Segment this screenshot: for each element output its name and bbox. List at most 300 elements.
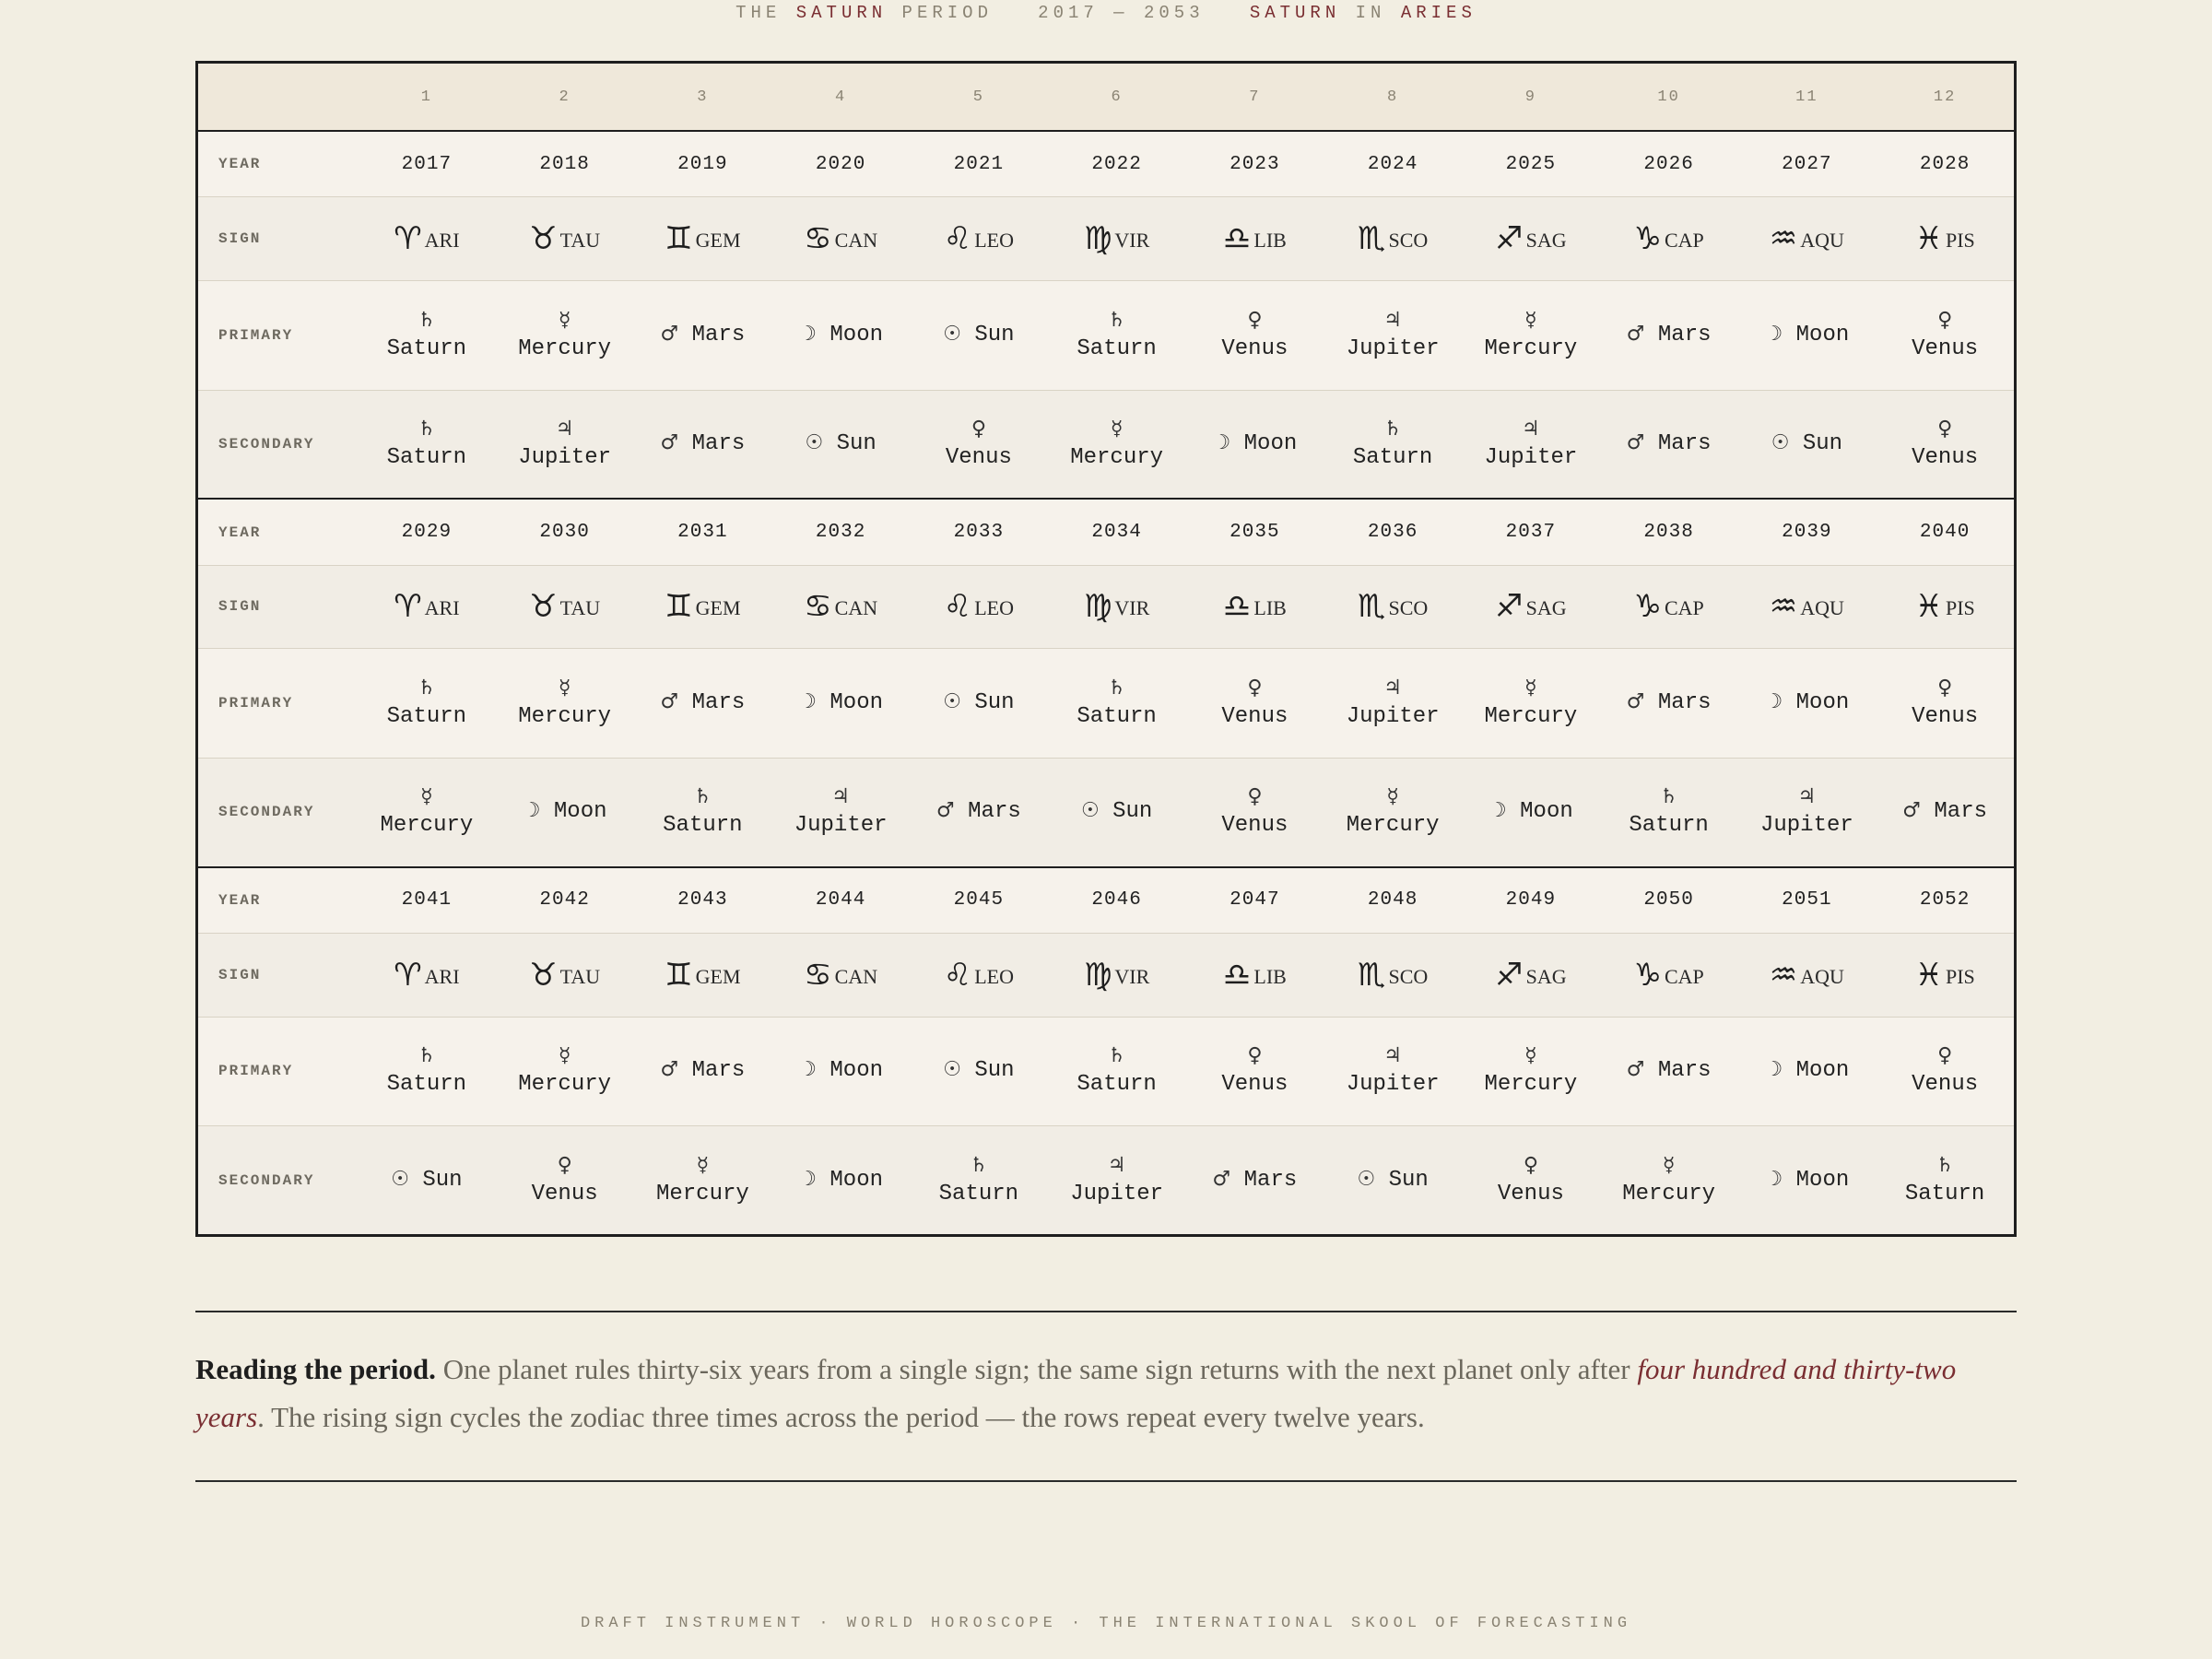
planet-entry bbox=[1462, 798, 1600, 826]
column-number: 4 bbox=[771, 64, 910, 131]
year-cell: 2035 bbox=[1186, 499, 1324, 565]
secondary-cell bbox=[1462, 758, 1600, 866]
sign-cell bbox=[1462, 565, 1600, 649]
sign-abbr: TAU bbox=[559, 229, 601, 253]
primary-cell bbox=[1186, 1017, 1324, 1126]
planet-entry bbox=[634, 1057, 772, 1085]
primary-cell bbox=[1186, 649, 1324, 759]
divider-bottom bbox=[195, 1480, 2017, 1482]
planet-entry bbox=[1048, 308, 1186, 363]
column-number: 8 bbox=[1324, 64, 1462, 131]
planet-name: Saturn bbox=[1077, 335, 1157, 361]
planet-name: Saturn bbox=[386, 1072, 467, 1098]
virgo-icon: ♍ bbox=[1083, 956, 1112, 994]
row-label-year: YEAR bbox=[198, 867, 358, 934]
venus-icon: ♀ bbox=[1247, 1044, 1263, 1068]
column-number: 9 bbox=[1462, 64, 1600, 131]
year-cell: 2033 bbox=[910, 499, 1048, 565]
header-saturn: SATURN bbox=[795, 3, 888, 23]
planet-entry bbox=[910, 798, 1048, 826]
planet-name: Sun bbox=[974, 1058, 1015, 1084]
sign-cell bbox=[358, 565, 496, 649]
saturn-icon: ♄ bbox=[1107, 677, 1126, 700]
mercury-icon: ☿ bbox=[1662, 1153, 1676, 1177]
column-number: 5 bbox=[910, 64, 1048, 131]
row-label-sign: SIGN bbox=[198, 197, 358, 281]
sign-abbr: SAG bbox=[1525, 964, 1567, 988]
sign-cell bbox=[1738, 934, 1877, 1018]
year-cell: 2043 bbox=[634, 867, 772, 934]
sign-abbr: LIB bbox=[1253, 596, 1287, 620]
sign-cell bbox=[1186, 565, 1324, 649]
year-row bbox=[198, 499, 2014, 565]
planet-entry bbox=[634, 1153, 772, 1208]
sign-abbr: VIR bbox=[1114, 229, 1150, 253]
planet-entry bbox=[358, 784, 496, 840]
venus-icon: ♀ bbox=[1937, 677, 1953, 700]
mercury-icon: ☿ bbox=[1386, 785, 1399, 809]
year-cell: 2032 bbox=[771, 499, 910, 565]
saturn-icon: ♄ bbox=[1659, 785, 1678, 809]
planet-entry bbox=[1462, 308, 1600, 363]
venus-icon: ♀ bbox=[1937, 1044, 1953, 1068]
sagittarius-icon: ♐ bbox=[1495, 956, 1524, 994]
sign-cell bbox=[1876, 565, 2014, 649]
saturn-icon: ♄ bbox=[418, 308, 436, 332]
planet-name: Jupiter bbox=[1346, 335, 1440, 361]
year-cell: 2050 bbox=[1600, 867, 1738, 934]
planet-name: Mars bbox=[968, 799, 1021, 825]
planet-name: Jupiter bbox=[1759, 813, 1853, 839]
year-cell: 2024 bbox=[1324, 131, 1462, 197]
mars-icon: ♂ bbox=[936, 799, 955, 823]
moon-icon: ☽ bbox=[798, 1167, 817, 1191]
planet-entry bbox=[1600, 784, 1738, 840]
year-cell: 2045 bbox=[910, 867, 1048, 934]
year-cell: 2030 bbox=[496, 499, 634, 565]
secondary-cell bbox=[496, 1126, 634, 1234]
sign-cell bbox=[1048, 934, 1186, 1018]
planet-entry bbox=[634, 322, 772, 349]
secondary-cell bbox=[358, 758, 496, 866]
year-cell: 2022 bbox=[1048, 131, 1186, 197]
sign-abbr: CAN bbox=[834, 596, 878, 620]
planet-name: Moon bbox=[830, 690, 883, 716]
planet-entry bbox=[1738, 1167, 1877, 1194]
sign-abbr: GEM bbox=[695, 964, 741, 988]
planet-entry bbox=[496, 676, 634, 731]
planet-entry bbox=[634, 430, 772, 458]
moon-icon: ☽ bbox=[1764, 1058, 1783, 1082]
planet-name: Venus bbox=[1912, 1072, 1979, 1098]
primary-cell bbox=[1324, 280, 1462, 390]
planet-name: Saturn bbox=[663, 813, 743, 839]
sign-cell bbox=[1600, 197, 1738, 281]
saturn-icon: ♄ bbox=[1936, 1153, 1954, 1177]
sun-icon: ☉ bbox=[943, 322, 961, 346]
sign-abbr: LEO bbox=[974, 229, 1014, 253]
row-label-sign: SIGN bbox=[198, 934, 358, 1018]
secondary-cell bbox=[496, 390, 634, 499]
planet-entry bbox=[910, 1153, 1048, 1208]
planet-name: Jupiter bbox=[1346, 1072, 1440, 1098]
planet-name: Venus bbox=[1497, 1181, 1564, 1206]
column-number: 6 bbox=[1048, 64, 1186, 131]
planet-name: Sun bbox=[422, 1167, 463, 1193]
row-label-sign: SIGN bbox=[198, 565, 358, 649]
planet-name: Saturn bbox=[1077, 704, 1157, 730]
planet-name: Jupiter bbox=[1484, 444, 1578, 470]
mercury-icon: ☿ bbox=[558, 677, 571, 700]
planet-name: Moon bbox=[1520, 799, 1573, 825]
secondary-cell bbox=[910, 1126, 1048, 1234]
sign-abbr: ARI bbox=[424, 229, 460, 253]
sign-cell bbox=[1876, 197, 2014, 281]
year-cell: 2027 bbox=[1738, 131, 1877, 197]
primary-cell bbox=[1186, 280, 1324, 390]
planet-entry bbox=[634, 784, 772, 840]
primary-cell bbox=[1600, 649, 1738, 759]
planet-entry bbox=[358, 676, 496, 731]
sign-abbr: LIB bbox=[1253, 964, 1287, 988]
primary-cell bbox=[1738, 649, 1877, 759]
planet-name: Saturn bbox=[1077, 1072, 1157, 1098]
jupiter-icon: ♃ bbox=[1797, 785, 1817, 809]
sign-cell bbox=[771, 565, 910, 649]
saturn-icon: ♄ bbox=[693, 785, 712, 809]
planet-name: Mars bbox=[1657, 1058, 1712, 1084]
sign-abbr: CAN bbox=[834, 229, 878, 253]
planet-entry bbox=[1876, 676, 2014, 731]
sign-abbr: LIB bbox=[1253, 229, 1287, 253]
sign-cell bbox=[771, 197, 910, 281]
secondary-cell bbox=[1186, 390, 1324, 499]
pisces-icon: ♓ bbox=[1914, 956, 1943, 994]
planet-name: Mercury bbox=[1484, 704, 1578, 730]
sign-row bbox=[198, 197, 2014, 281]
planet-name: Moon bbox=[830, 1058, 883, 1084]
planet-entry bbox=[1324, 676, 1462, 731]
sign-cell bbox=[634, 934, 772, 1018]
aries-icon: ♈ bbox=[394, 220, 422, 258]
secondary-cell bbox=[634, 390, 772, 499]
primary-cell bbox=[634, 649, 772, 759]
leo-icon: ♌ bbox=[943, 956, 972, 994]
sign-abbr: CAN bbox=[834, 964, 878, 988]
saturn-icon: ♄ bbox=[1383, 417, 1402, 441]
row-label-primary: PRIMARY bbox=[198, 280, 358, 390]
column-number: 3 bbox=[634, 64, 772, 131]
sign-cell bbox=[1324, 934, 1462, 1018]
secondary-cell bbox=[1738, 1126, 1877, 1234]
year-cell: 2049 bbox=[1462, 867, 1600, 934]
planet-name: Saturn bbox=[386, 704, 467, 730]
sign-cell bbox=[910, 197, 1048, 281]
planet-entry bbox=[1462, 417, 1600, 472]
year-row bbox=[198, 867, 2014, 934]
sign-abbr: CAP bbox=[1664, 596, 1704, 620]
sign-abbr: AQU bbox=[1800, 964, 1844, 988]
column-number: 12 bbox=[1876, 64, 2014, 131]
secondary-cell bbox=[1600, 1126, 1738, 1234]
planet-entry bbox=[1738, 322, 1877, 349]
planet-entry bbox=[1048, 1153, 1186, 1208]
planet-entry bbox=[358, 1043, 496, 1099]
year-cell: 2021 bbox=[910, 131, 1048, 197]
planet-name: Jupiter bbox=[794, 813, 888, 839]
primary-row bbox=[198, 649, 2014, 759]
mars-icon: ♂ bbox=[1626, 1058, 1645, 1082]
planet-entry bbox=[496, 798, 634, 826]
note-text: One planet rules thirty-six years from a single sign; the same sign returns with the next planet only after bbox=[435, 1353, 1638, 1385]
sign-cell bbox=[1048, 565, 1186, 649]
divider-top bbox=[195, 1311, 2017, 1312]
primary-cell bbox=[1738, 1017, 1877, 1126]
primary-cell bbox=[1876, 280, 2014, 390]
planet-entry bbox=[496, 1153, 634, 1208]
row-label-year: YEAR bbox=[198, 131, 358, 197]
planet-name: Mars bbox=[1657, 690, 1712, 716]
planet-entry bbox=[1876, 1153, 2014, 1208]
planet-entry bbox=[1738, 430, 1877, 458]
sign-abbr: GEM bbox=[695, 229, 741, 253]
planet-name: Saturn bbox=[386, 444, 467, 470]
year-cell: 2019 bbox=[634, 131, 772, 197]
cancer-icon: ♋ bbox=[804, 588, 832, 626]
planet-name: Jupiter bbox=[1346, 704, 1440, 730]
planet-name: Moon bbox=[830, 1167, 883, 1193]
planet-entry bbox=[771, 322, 910, 349]
sun-icon: ☉ bbox=[805, 430, 824, 454]
planet-entry bbox=[771, 1057, 910, 1085]
planet-entry bbox=[1600, 322, 1738, 349]
secondary-cell bbox=[1876, 1126, 2014, 1234]
year-cell: 2029 bbox=[358, 499, 496, 565]
year-cell: 2042 bbox=[496, 867, 634, 934]
planet-name: Mercury bbox=[518, 1072, 612, 1098]
sun-icon: ☉ bbox=[391, 1167, 409, 1191]
sign-abbr: TAU bbox=[559, 964, 601, 988]
venus-icon: ♀ bbox=[557, 1153, 572, 1177]
pisces-icon: ♓ bbox=[1914, 220, 1943, 258]
mars-icon: ♂ bbox=[1626, 430, 1645, 454]
secondary-cell bbox=[771, 758, 910, 866]
secondary-cell bbox=[1462, 1126, 1600, 1234]
jupiter-icon: ♃ bbox=[1522, 417, 1540, 441]
planet-entry bbox=[1876, 417, 2014, 472]
primary-cell bbox=[771, 280, 910, 390]
planet-entry bbox=[496, 308, 634, 363]
moon-icon: ☽ bbox=[1764, 1167, 1783, 1191]
planet-name: Mars bbox=[1934, 799, 1987, 825]
cancer-icon: ♋ bbox=[804, 220, 832, 258]
secondary-cell bbox=[1738, 390, 1877, 499]
planet-entry bbox=[1324, 1043, 1462, 1099]
planet-name: Moon bbox=[1795, 322, 1850, 347]
year-cell: 2048 bbox=[1324, 867, 1462, 934]
planet-entry bbox=[634, 689, 772, 717]
mercury-icon: ☿ bbox=[1524, 308, 1537, 332]
saturn-icon: ♄ bbox=[1107, 308, 1126, 332]
sign-abbr: SAG bbox=[1525, 596, 1567, 620]
planet-name: Jupiter bbox=[1070, 1181, 1164, 1206]
aquarius-icon: ♒ bbox=[1769, 588, 1798, 626]
planet-entry bbox=[910, 322, 1048, 349]
secondary-cell bbox=[1324, 1126, 1462, 1234]
secondary-cell bbox=[1462, 390, 1600, 499]
jupiter-icon: ♃ bbox=[1383, 1044, 1402, 1068]
secondary-cell bbox=[1600, 390, 1738, 499]
planet-name: Mercury bbox=[1484, 335, 1578, 361]
primary-row bbox=[198, 280, 2014, 390]
sign-cell bbox=[1462, 197, 1600, 281]
planet-entry bbox=[910, 1057, 1048, 1085]
row-label-year: YEAR bbox=[198, 499, 358, 565]
planet-entry bbox=[1324, 784, 1462, 840]
planet-name: Venus bbox=[1221, 704, 1288, 730]
mercury-icon: ☿ bbox=[558, 1044, 571, 1068]
venus-icon: ♀ bbox=[1247, 785, 1263, 809]
sign-cell bbox=[910, 934, 1048, 1018]
planet-entry bbox=[358, 417, 496, 472]
taurus-icon: ♉ bbox=[529, 588, 558, 626]
planet-name: Mars bbox=[1657, 430, 1712, 456]
scorpio-icon: ♏ bbox=[1357, 588, 1386, 626]
planet-name: Mercury bbox=[655, 1181, 749, 1206]
primary-cell bbox=[1324, 1017, 1462, 1126]
column-number: 11 bbox=[1738, 64, 1877, 131]
jupiter-icon: ♃ bbox=[1383, 677, 1402, 700]
column-number: 7 bbox=[1186, 64, 1324, 131]
year-cell: 2017 bbox=[358, 131, 496, 197]
planet-entry bbox=[1462, 1043, 1600, 1099]
secondary-cell bbox=[1048, 758, 1186, 866]
primary-cell bbox=[496, 1017, 634, 1126]
corner-cell bbox=[198, 64, 358, 131]
mars-icon: ♂ bbox=[660, 1058, 679, 1082]
primary-cell bbox=[496, 280, 634, 390]
planet-name: Mercury bbox=[1346, 813, 1440, 839]
primary-cell bbox=[496, 649, 634, 759]
sign-cell bbox=[1600, 934, 1738, 1018]
primary-cell bbox=[1600, 280, 1738, 390]
primary-cell bbox=[1876, 649, 2014, 759]
sign-abbr: AQU bbox=[1800, 229, 1844, 253]
jupiter-icon: ♃ bbox=[831, 785, 850, 809]
sun-icon: ☉ bbox=[943, 1058, 961, 1082]
cancer-icon: ♋ bbox=[804, 956, 832, 994]
planet-entry bbox=[771, 430, 910, 458]
primary-cell bbox=[1876, 1017, 2014, 1126]
libra-icon: ♎ bbox=[1222, 588, 1252, 626]
mars-icon: ♂ bbox=[660, 322, 679, 346]
planet-name: Mars bbox=[691, 322, 746, 347]
mercury-icon: ☿ bbox=[420, 785, 433, 809]
sign-cell bbox=[496, 934, 634, 1018]
saturn-icon: ♄ bbox=[418, 1044, 436, 1068]
note-text-2: . The rising sign cycles the zodiac three times across the period — the rows repeat every twelve years. bbox=[257, 1401, 1425, 1433]
saturn-icon: ♄ bbox=[418, 677, 436, 700]
year-cell: 2020 bbox=[771, 131, 910, 197]
sign-abbr: VIR bbox=[1114, 964, 1150, 988]
primary-cell bbox=[1324, 649, 1462, 759]
moon-icon: ☽ bbox=[1212, 430, 1231, 454]
sun-icon: ☉ bbox=[1080, 799, 1100, 823]
year-cell: 2041 bbox=[358, 867, 496, 934]
scorpio-icon: ♏ bbox=[1357, 956, 1386, 994]
year-cell: 2028 bbox=[1876, 131, 2014, 197]
row-label-secondary: SECONDARY bbox=[198, 1126, 358, 1234]
sign-cell bbox=[771, 934, 910, 1018]
planet-name: Saturn bbox=[1904, 1181, 1985, 1206]
primary-cell bbox=[1462, 649, 1600, 759]
pisces-icon: ♓ bbox=[1914, 588, 1943, 626]
year-cell: 2031 bbox=[634, 499, 772, 565]
planet-name: Sun bbox=[974, 690, 1015, 716]
planet-entry bbox=[1186, 308, 1324, 363]
sign-cell bbox=[1324, 197, 1462, 281]
planet-entry bbox=[1876, 798, 2014, 826]
sun-icon: ☉ bbox=[943, 690, 961, 714]
note-lead: Reading the period. bbox=[195, 1353, 436, 1385]
note-emphasis: four hundred and thirty-two years bbox=[195, 1353, 1957, 1433]
planet-entry bbox=[1600, 430, 1738, 458]
row-label-secondary: SECONDARY bbox=[198, 758, 358, 866]
sign-abbr: SCO bbox=[1388, 964, 1429, 988]
primary-row bbox=[198, 1017, 2014, 1126]
header-aries: ARIES bbox=[1400, 3, 1477, 23]
sign-cell bbox=[496, 197, 634, 281]
primary-cell bbox=[1048, 649, 1186, 759]
column-number: 10 bbox=[1600, 64, 1738, 131]
mars-icon: ♂ bbox=[660, 430, 679, 454]
sign-cell bbox=[496, 565, 634, 649]
planet-entry bbox=[496, 417, 634, 472]
capricorn-icon: ♑ bbox=[1633, 956, 1662, 994]
year-cell: 2018 bbox=[496, 131, 634, 197]
primary-cell bbox=[1462, 1017, 1600, 1126]
primary-cell bbox=[910, 649, 1048, 759]
planet-name: Mars bbox=[1657, 322, 1712, 347]
year-cell: 2051 bbox=[1738, 867, 1877, 934]
sign-cell bbox=[634, 197, 772, 281]
moon-icon: ☽ bbox=[798, 322, 817, 346]
planet-entry bbox=[771, 689, 910, 717]
sign-cell bbox=[1876, 934, 2014, 1018]
mercury-icon: ☿ bbox=[1524, 677, 1537, 700]
planet-name: Venus bbox=[1912, 335, 1979, 361]
sign-cell bbox=[634, 565, 772, 649]
sign-abbr: PIS bbox=[1945, 596, 1975, 620]
secondary-cell bbox=[1876, 390, 2014, 499]
sign-cell bbox=[1186, 934, 1324, 1018]
primary-cell bbox=[634, 280, 772, 390]
secondary-cell bbox=[634, 1126, 772, 1234]
moon-icon: ☽ bbox=[798, 1058, 817, 1082]
sign-row bbox=[198, 934, 2014, 1018]
planet-name: Venus bbox=[1221, 813, 1288, 839]
planet-name: Venus bbox=[945, 444, 1012, 470]
sign-cell bbox=[1738, 565, 1877, 649]
libra-icon: ♎ bbox=[1222, 220, 1252, 258]
secondary-cell bbox=[634, 758, 772, 866]
planet-entry bbox=[1048, 1043, 1186, 1099]
year-cell: 2046 bbox=[1048, 867, 1186, 934]
jupiter-icon: ♃ bbox=[1107, 1153, 1126, 1177]
sign-abbr: LEO bbox=[974, 596, 1014, 620]
sign-abbr: PIS bbox=[1945, 964, 1975, 988]
moon-icon: ☽ bbox=[1764, 322, 1783, 346]
